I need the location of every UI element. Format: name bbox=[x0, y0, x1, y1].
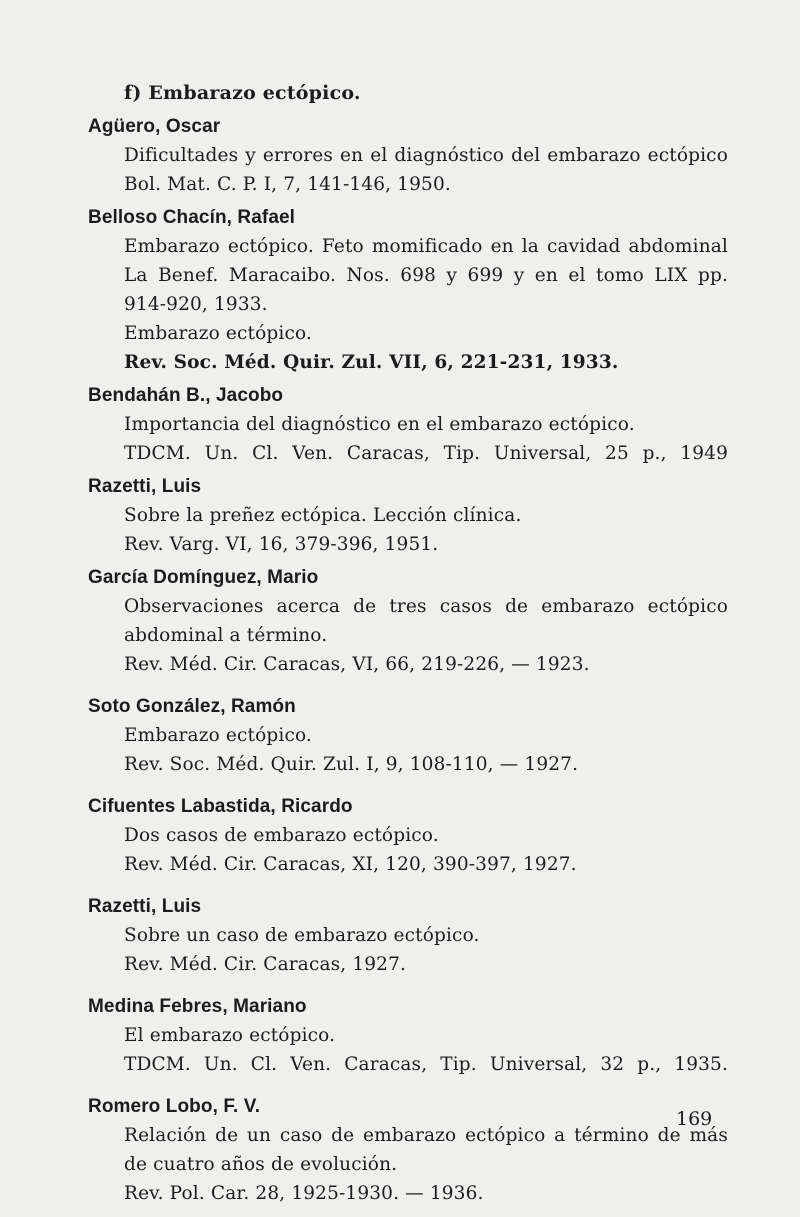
citation-line: El embarazo ectópico. bbox=[124, 1025, 336, 1046]
citation-line: Dificultades y errores en el diagnóstico del embarazo ectópico bbox=[124, 145, 728, 166]
author-name: Belloso Chacín, Rafael bbox=[88, 207, 296, 228]
bibliography-entry bbox=[88, 203, 728, 377]
citation-line: Rev. Méd. Cir. Caracas, VI, 66, 219-226, — 1923. bbox=[124, 654, 590, 675]
citation-line: Observaciones acerca de tres casos de embarazo ectópico bbox=[124, 596, 728, 617]
citation-line: Embarazo ectópico. Feto momificado en la cavidad abdominal bbox=[124, 236, 728, 257]
citation-line: Sobre la preñez ectópica. Lección clínica. bbox=[124, 505, 522, 526]
citation-line: Rev. Pol. Car. 28, 1925-1930. — 1936. bbox=[124, 1183, 484, 1204]
author-name: Razetti, Luis bbox=[88, 476, 202, 497]
author-name: Bendahán B., Jacobo bbox=[88, 385, 284, 406]
author-name: Cifuentes Labastida, Ricardo bbox=[88, 796, 353, 817]
bibliography-entry bbox=[88, 792, 728, 879]
citation-line: TDCM. Un. Cl. Ven. Caracas, Tip. Universal, 25 p., 1949 bbox=[124, 443, 728, 464]
citation-line: Dos casos de embarazo ectópico. bbox=[124, 825, 439, 846]
section-heading: f) Embarazo ectópico. bbox=[124, 82, 361, 104]
citation-line: TDCM. Un. Cl. Ven. Caracas, Tip. Universal, 32 p., 1935. bbox=[124, 1054, 728, 1075]
author-name: Soto González, Ramón bbox=[88, 696, 296, 717]
citation-line: Relación de un caso de embarazo ectópico a término de más bbox=[124, 1125, 728, 1146]
citation-line: Rev. Soc. Méd. Quir. Zul. VII, 6, 221-231, 1933. bbox=[124, 352, 619, 373]
bibliography-entry bbox=[88, 1092, 728, 1208]
citation-line: Rev. Méd. Cir. Caracas, XI, 120, 390-397, 1927. bbox=[124, 854, 577, 875]
citation-line: Embarazo ectópico. bbox=[124, 323, 312, 344]
citation-line: 914-920, 1933. bbox=[124, 294, 268, 315]
bibliography-entry bbox=[88, 381, 728, 468]
bibliography-list bbox=[88, 112, 728, 1212]
citation-line: Rev. Méd. Cir. Caracas, 1927. bbox=[124, 954, 407, 975]
citation-line: Sobre un caso de embarazo ectópico. bbox=[124, 925, 480, 946]
bibliography-entry bbox=[88, 692, 728, 779]
bibliography-entry bbox=[88, 112, 728, 199]
citation-line: La Benef. Maracaibo. Nos. 698 y 699 y en el tomo LIX pp. bbox=[124, 265, 728, 286]
bibliography-entry bbox=[88, 992, 728, 1079]
author-name: García Domínguez, Mario bbox=[88, 567, 319, 588]
bibliography-entry bbox=[88, 892, 728, 979]
citation-line: Importancia del diagnóstico en el embarazo ectópico. bbox=[124, 414, 635, 435]
citation-line: de cuatro años de evolución. bbox=[124, 1154, 398, 1175]
citation-line: Embarazo ectópico. bbox=[124, 725, 312, 746]
citation-line: Rev. Soc. Méd. Quir. Zul. I, 9, 108-110, — 1927. bbox=[124, 754, 579, 775]
bibliography-entry bbox=[88, 472, 728, 559]
page-number: 169 bbox=[676, 1108, 713, 1130]
citation-line: Rev. Varg. VI, 16, 379-396, 1951. bbox=[124, 534, 439, 555]
bibliography-entry bbox=[88, 563, 728, 679]
citation-line: abdominal a término. bbox=[124, 625, 328, 646]
author-name: Agüero, Oscar bbox=[88, 116, 221, 137]
author-name: Medina Febres, Mariano bbox=[88, 996, 307, 1017]
author-name: Razetti, Luis bbox=[88, 896, 202, 917]
author-name: Romero Lobo, F. V. bbox=[88, 1096, 261, 1117]
citation-line: Bol. Mat. C. P. I, 7, 141-146, 1950. bbox=[124, 174, 451, 195]
